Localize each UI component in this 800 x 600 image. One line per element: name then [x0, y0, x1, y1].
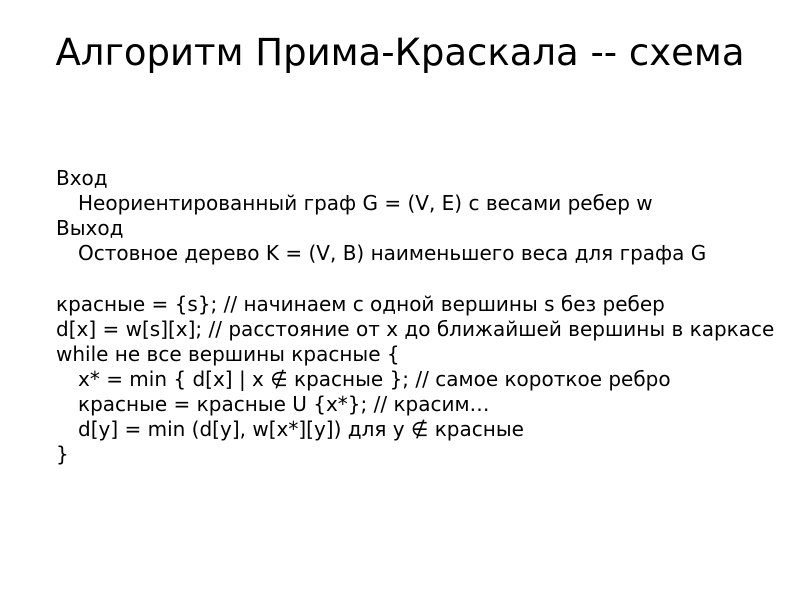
code-line-init-distances: d[x] = w[s][x]; // расстояние от x до ближайшей вершины в каркасе — [56, 317, 775, 341]
code-line-select-min: x* = min { d[x] | x ∉ красные }; // самое короткое ребро — [78, 367, 671, 391]
output-text: Остовное дерево K = (V, B) наименьшего веса для графа G — [78, 241, 707, 265]
slide-body — [56, 166, 776, 467]
code-line-update-distances: d[y] = min (d[y], w[x*][y]) для y ∉ красные — [78, 417, 524, 441]
input-text: Неориентированный граф G = (V, E) с весами ребер w — [78, 191, 653, 215]
output-label: Выход — [56, 216, 124, 240]
code-line-color-red: красные = красные U {x*}; // красим… — [78, 392, 490, 416]
code-line-init-red: красные = {s}; // начинаем с одной вершины s без ребер — [56, 292, 665, 316]
code-line-while: while не все вершины красные { — [56, 342, 400, 366]
code-line-close-brace: } — [56, 442, 69, 466]
slide-title: Алгоритм Прима-Краскала -- схема — [55, 31, 745, 74]
spacer — [56, 266, 776, 292]
input-label: Вход — [56, 166, 108, 190]
